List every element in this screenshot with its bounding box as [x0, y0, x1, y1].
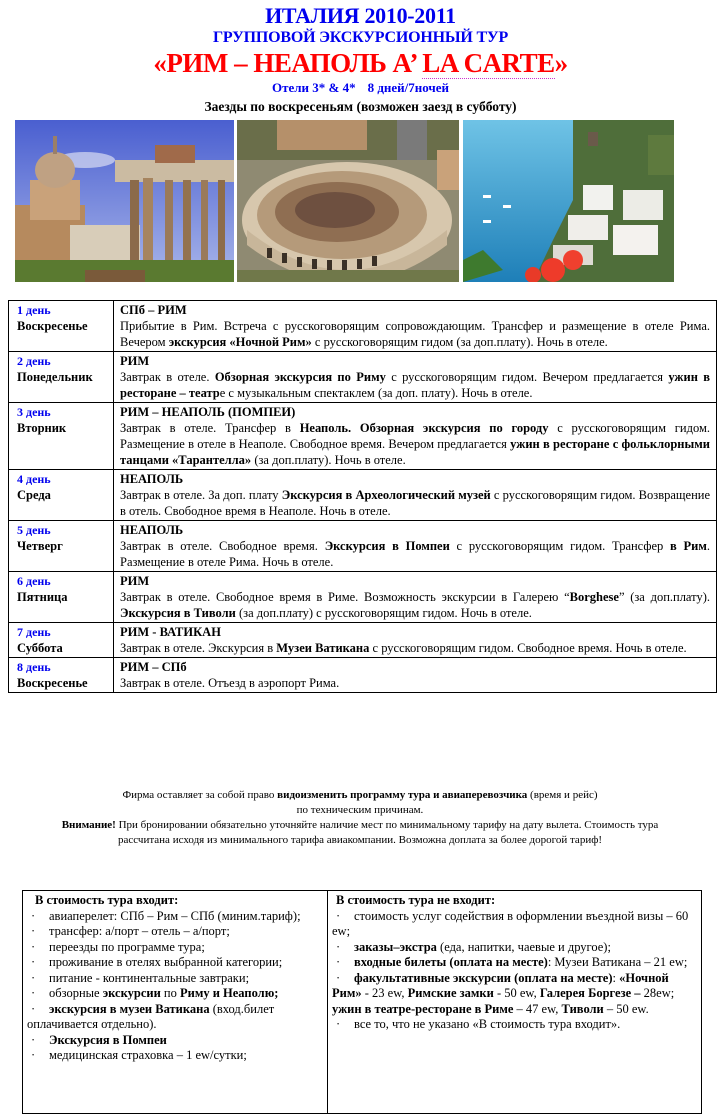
program-cell [114, 403, 717, 470]
weekday: Воскресенье [17, 319, 88, 333]
item-segment: входные билеты (оплата на месте) [354, 955, 548, 969]
day-description [120, 318, 710, 350]
notice-line2: по техническим причинам. [296, 804, 424, 816]
cost-list-item [27, 1033, 323, 1049]
day-number: 6 день [17, 574, 51, 588]
day-description [120, 420, 710, 468]
bullet-icon: · [31, 924, 36, 938]
excluded-column [328, 891, 702, 1114]
cost-table [22, 890, 702, 1114]
desc-segment: е с музыкальным спектаклем (за доп. плату). Ночь в отеле. [219, 386, 533, 400]
excluded-title: В стоимость тура не входит: [336, 893, 496, 907]
desc-segment: . Размещение в отеле Рима. Ночь в отеле. [120, 539, 711, 569]
desc-segment: Экскурсия в Археологический музей [281, 488, 491, 502]
item-segment: заказы–экстра [354, 939, 437, 954]
bullet-icon: · [336, 939, 341, 954]
cost-list-item [27, 986, 323, 1002]
weekday: Воскресенье [17, 676, 88, 690]
notice-text-end: (время и рейс) [527, 789, 598, 801]
itinerary-row [9, 352, 717, 403]
itinerary-row [9, 572, 717, 623]
day-cell [9, 623, 114, 658]
item-segment: трансфер: а/порт – отель – а/порт; [49, 924, 230, 938]
program-cell [114, 352, 717, 403]
desc-segment: с русскоговорящим гидом. Возвращение в отель. Свободное время в Неаполе. Ночь в отеле. [120, 488, 710, 518]
excluded-list [332, 909, 697, 1033]
item-segment: Риму и Неаполю; [179, 986, 279, 1000]
route: РИМ [120, 354, 150, 368]
item-segment: (еда, напитки, чаевые и другое); [436, 939, 611, 954]
desc-segment: (за доп.плату). Ночь в отеле. [251, 453, 406, 467]
itinerary-row [9, 623, 717, 658]
day-description [120, 640, 710, 656]
day-number: 4 день [17, 472, 51, 486]
cost-list-item [27, 971, 323, 987]
day-description [120, 538, 710, 570]
amalfi-coast-photo [463, 120, 674, 282]
desc-segment: ужин в ресторане – театр [120, 370, 710, 400]
bullet-icon: · [336, 1017, 341, 1031]
bullet-icon: · [31, 1032, 36, 1047]
cost-list-item [27, 955, 323, 971]
route: РИМ - ВАТИКАН [120, 625, 221, 639]
day-number: 3 день [17, 405, 51, 419]
cost-list-item [27, 924, 323, 940]
day-cell [9, 572, 114, 623]
desc-segment: Завтрак в отеле. Экскурсия в [120, 641, 277, 655]
itinerary-row [9, 470, 717, 521]
item-segment: все то, что не указано «В стоимость тура входит». [354, 1017, 621, 1031]
bullet-icon: · [31, 1048, 36, 1062]
day-number: 8 день [17, 660, 51, 674]
tour-name-prefix: «РИМ – НЕАПОЛЬ A’ [153, 48, 423, 78]
item-segment: : Музеи Ватикана – 21 ew; [547, 955, 688, 969]
desc-segment: ужин в ресторане с фольклорными танцами «Тарантелла» [120, 437, 710, 467]
page-title: ИТАЛИЯ 2010-2011 [265, 3, 456, 28]
desc-segment: Завтрак в отеле. Трансфер в [120, 421, 300, 435]
route: РИМ – СПб [120, 660, 187, 674]
item-segment: авиаперелет: СПб – Рим – СПб (миним.тариф); [49, 908, 301, 923]
desc-segment: Музеи Ватикана [276, 641, 370, 655]
day-cell [9, 658, 114, 693]
included-column [23, 891, 328, 1114]
bullet-icon: · [31, 908, 36, 923]
bullet-icon: · [31, 939, 36, 954]
tour-duration: 8 дней/7ночей [367, 80, 450, 95]
weekday: Вторник [17, 421, 67, 435]
desc-segment: с русскоговорящим гидом. Свободное время. Ночь в отеле. [369, 641, 687, 655]
item-segment: «Ночной Рим» [332, 970, 669, 1000]
cost-list-item [27, 940, 323, 956]
itinerary-row [9, 301, 717, 352]
item-segment: Галерея Боргезе – [539, 986, 641, 1000]
bullet-icon: · [31, 970, 36, 985]
desc-segment: Экскурсия в Тиволи [120, 606, 236, 620]
route: СПб – РИМ [120, 303, 187, 317]
day-number: 7 день [17, 625, 51, 639]
bullet-icon: · [336, 908, 341, 923]
bullet-icon: · [336, 955, 341, 969]
desc-segment: с русскоговорящим гидом (за доп.плату). Ночь в отеле. [311, 335, 608, 349]
route: НЕАПОЛЬ [120, 472, 184, 486]
item-segment: медицинская страховка – 1 ew/сутки; [49, 1048, 247, 1062]
program-cell [114, 572, 717, 623]
bullet-icon: · [31, 1001, 36, 1016]
cost-list-item [332, 1017, 697, 1033]
cost-list-item [332, 955, 697, 971]
route: НЕАПОЛЬ [120, 523, 184, 537]
day-cell [9, 403, 114, 470]
desc-segment: Завтрак в отеле. Свободное время в Риме. Возможность экскурсии в Галерею “ [120, 590, 570, 604]
notice [40, 788, 680, 848]
item-segment: Римские замки [407, 986, 494, 1000]
desc-segment: Экскурсия в Помпеи [324, 539, 450, 553]
item-segment: - 23 ew, [361, 986, 408, 1000]
attention-label: Внимание! [61, 819, 116, 831]
itinerary-row [9, 658, 717, 693]
day-cell [9, 352, 114, 403]
item-segment: – 50 ew. [603, 1001, 649, 1016]
cost-list-item [27, 1048, 323, 1064]
item-segment: экскурсии [102, 986, 161, 1000]
desc-segment: экскурсия «Ночной Рим» [168, 335, 312, 349]
desc-segment: (за доп.плату) с русскоговорящим гидом. Ночь в отеле. [235, 606, 532, 620]
bullet-icon: · [31, 955, 36, 969]
item-segment: Тиволи [561, 1001, 604, 1016]
roman-forum-ruins-icon [15, 120, 234, 282]
tour-name-underlined: LA CARTE [422, 48, 555, 78]
arrivals-note: Заезды по воскресеньям (возможен заезд в субботу) [204, 99, 517, 114]
bullet-icon: · [31, 986, 36, 1000]
colosseum-photo [237, 120, 459, 282]
item-segment: (вход.билет оплачивается отдельно). [27, 1001, 275, 1031]
item-segment: ужин в театре-ресторане в Риме [332, 1001, 514, 1016]
program-cell [114, 658, 717, 693]
cost-list-item [27, 909, 323, 925]
desc-segment: Завтрак в отеле. Свободное время. [120, 539, 325, 553]
program-cell [114, 623, 717, 658]
desc-segment: с русскоговорящим гидом. Трансфер [449, 539, 671, 553]
item-segment: - 50 ew, [493, 986, 540, 1000]
item-segment: переезды по программе тура; [49, 939, 205, 954]
desc-segment: Завтрак в отеле. [120, 370, 215, 384]
notice-bold: видоизменить программу тура и авиаперевозчика [277, 789, 528, 801]
weekday: Пятница [17, 590, 68, 604]
tour-info [0, 80, 721, 96]
hotels-category: Отели 3* & 4* [271, 80, 356, 95]
itinerary-row [9, 403, 717, 470]
desc-segment: с русскоговорящим гидом. Вечером предлагается [385, 370, 669, 384]
desc-segment: Borghese [569, 590, 619, 604]
desc-segment: ” (за доп.плату). [618, 590, 710, 604]
desc-segment: с русскоговорящим гидом. Размещение в отеле в Неаполе. Свободное время. Вечером предлагается [120, 421, 710, 451]
weekday: Суббота [17, 641, 63, 655]
route: РИМ – НЕАПОЛЬ (ПОМПЕИ) [120, 405, 296, 419]
day-number: 1 день [17, 303, 51, 317]
bullet-icon: · [336, 970, 341, 985]
item-segment: : [612, 970, 620, 985]
day-cell [9, 521, 114, 572]
desc-segment: Завтрак в отеле. За доп. плату [120, 488, 282, 502]
item-segment: стоимость услуг содействия в оформлении въездной визы – 60 ew; [332, 908, 689, 938]
item-segment: обзорные [49, 986, 103, 1000]
included-title: В стоимость тура входит: [35, 893, 179, 907]
item-segment: Экскурсия в Помпеи [49, 1032, 167, 1047]
included-list [27, 909, 323, 1064]
weekday: Среда [17, 488, 51, 502]
weekday: Четверг [17, 539, 63, 553]
day-cell [9, 301, 114, 352]
route: РИМ [120, 574, 150, 588]
coastal-town-icon [463, 120, 674, 282]
itinerary-table [8, 300, 717, 693]
day-cell [9, 470, 114, 521]
item-segment: – 47 ew, [513, 1001, 562, 1016]
tour-type: ГРУППОВОЙ ЭКСКУРСИОННЫЙ ТУР [212, 29, 509, 46]
cost-list-item [332, 940, 697, 956]
day-number: 5 день [17, 523, 51, 537]
roman-forum-photo [15, 120, 234, 282]
cost-list-item [332, 909, 697, 940]
desc-segment: Обзорная экскурсия по Риму [214, 370, 386, 384]
cost-list-item [332, 971, 697, 1018]
day-number: 2 день [17, 354, 51, 368]
attention-text: При бронировании обязательно уточняйте наличие мест по минимальному тарифу на дату вылета. Стоимость тура рассчитана исходя из минимального тарифа авиакомпании. Возможна доплата за более дорогой тариф! [115, 819, 659, 846]
itinerary-row [9, 521, 717, 572]
program-cell [114, 521, 717, 572]
weekday: Понедельник [17, 370, 93, 384]
day-description [120, 675, 710, 691]
tour-name-suffix: » [554, 48, 568, 78]
day-description [120, 487, 710, 519]
item-segment: экскурсия в музеи Ватикана [49, 1001, 210, 1016]
program-cell [114, 301, 717, 352]
item-segment: 28ew; [640, 986, 675, 1000]
cost-list-item [27, 1002, 323, 1033]
desc-segment: в Рим [670, 539, 707, 553]
day-description [120, 589, 710, 621]
desc-segment: Завтрак в отеле. Отъезд в аэропорт Рима. [120, 676, 340, 690]
item-segment: по [160, 986, 180, 1000]
notice-text-start: Фирма оставляет за собой право [122, 789, 278, 801]
item-segment: питание - континентальные завтраки; [49, 970, 250, 985]
desc-segment: Прибытие в Рим. Встреча с русскоговорящим сопровождающим. Трансфер и размещение в отеле Рима. Вечером [120, 319, 710, 349]
item-segment: проживание в отелях выбранной категории; [49, 955, 283, 969]
item-segment: факультативные экскурсии (оплата на месте) [354, 970, 613, 985]
day-description [120, 369, 710, 401]
desc-segment: Неаполь. Обзорная экскурсия по городу [299, 421, 549, 435]
colosseum-aerial-icon [237, 120, 459, 282]
program-cell [114, 470, 717, 521]
tour-name [0, 48, 721, 79]
